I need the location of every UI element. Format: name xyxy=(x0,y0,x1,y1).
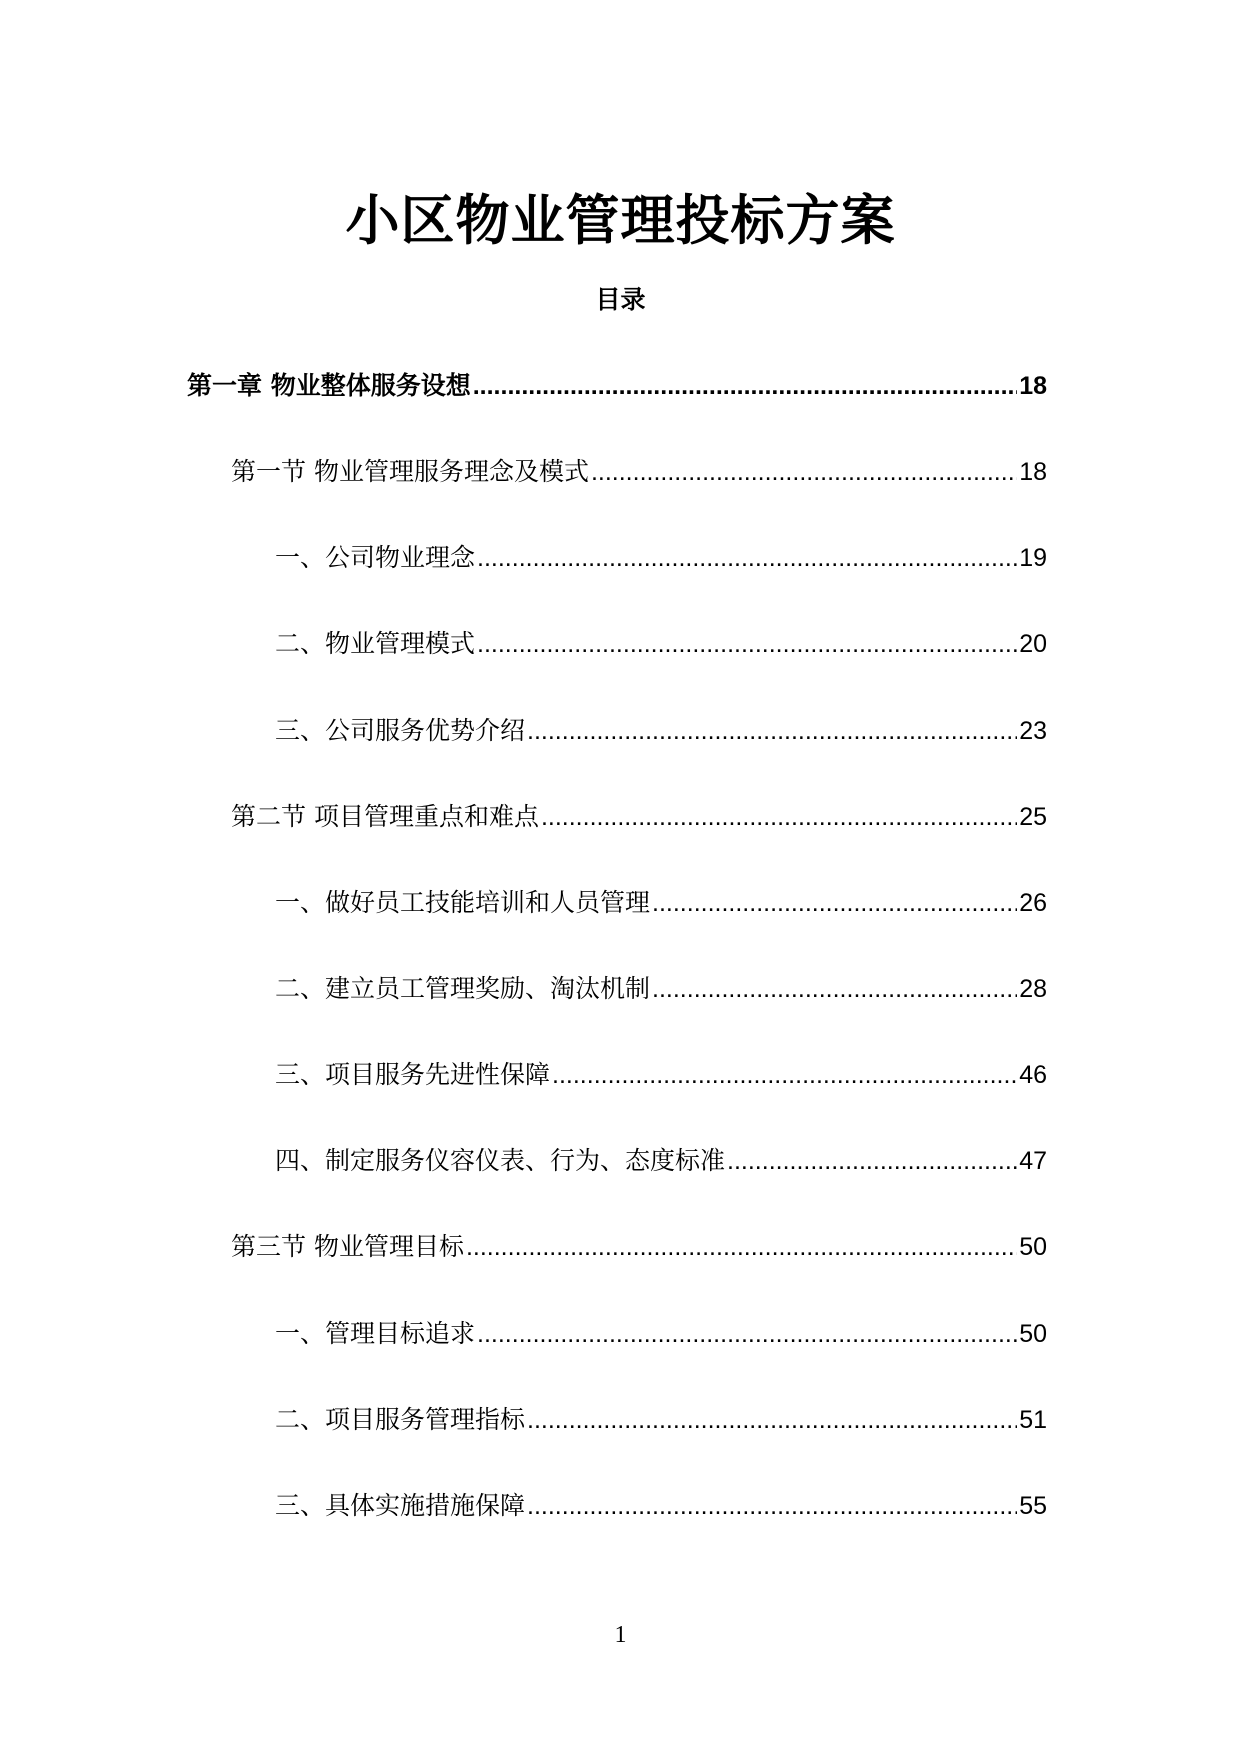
toc-dot-leader xyxy=(727,1144,1017,1178)
toc-entry-text: 一、公司物业理念 xyxy=(275,543,476,572)
toc-entry-text: 三、具体实施措施保障 xyxy=(275,1491,526,1520)
toc-entry-text: 二、项目服务管理指标 xyxy=(275,1405,526,1434)
toc-entry-item[interactable] xyxy=(275,714,1047,748)
toc-entry-text: 第一节 物业管理服务理念及模式 xyxy=(231,457,589,486)
toc-entry-page: 26 xyxy=(1019,889,1047,917)
toc-entry-chapter-1[interactable] xyxy=(187,369,1047,403)
toc-entry-item[interactable] xyxy=(275,541,1047,575)
toc-entry-page: 20 xyxy=(1019,630,1047,658)
toc-dot-leader xyxy=(541,800,1017,834)
toc-entry-item[interactable] xyxy=(275,886,1047,920)
toc-dot-leader xyxy=(527,714,1017,748)
toc-dot-leader xyxy=(652,886,1017,920)
toc-entry-item[interactable] xyxy=(275,1403,1047,1437)
toc-entry-page: 46 xyxy=(1019,1061,1047,1089)
toc-entry-text: 三、公司服务优势介绍 xyxy=(275,716,526,745)
toc-entry-item[interactable] xyxy=(275,1317,1047,1351)
toc-entry-page: 25 xyxy=(1019,803,1047,831)
toc-entry-text: 第二节 项目管理重点和难点 xyxy=(231,802,539,831)
toc-entry-page: 19 xyxy=(1019,544,1047,572)
toc-dot-leader xyxy=(477,541,1017,575)
toc-entry-item[interactable] xyxy=(275,1144,1047,1178)
toc-entry-page: 23 xyxy=(1019,717,1047,745)
toc-entry-text: 一、做好员工技能培训和人员管理 xyxy=(275,888,651,917)
toc-dot-leader xyxy=(477,627,1017,661)
toc-entry-section-2[interactable] xyxy=(231,800,1047,834)
toc-entry-item[interactable] xyxy=(275,1489,1047,1523)
toc-entry-text: 第三节 物业管理目标 xyxy=(231,1232,464,1261)
toc-dot-leader xyxy=(527,1489,1017,1523)
toc-dot-leader xyxy=(552,1058,1017,1092)
toc-entry-page: 28 xyxy=(1019,975,1047,1003)
toc-dot-leader xyxy=(591,455,1017,489)
toc-entry-page: 51 xyxy=(1019,1406,1047,1434)
toc-entry-page: 18 xyxy=(1019,458,1047,486)
toc-entry-text: 四、制定服务仪容仪表、行为、态度标准 xyxy=(275,1146,726,1175)
toc-dot-leader xyxy=(466,1230,1017,1264)
toc-entry-text: 一、管理目标追求 xyxy=(275,1319,476,1348)
toc-entry-text: 二、物业管理模式 xyxy=(275,629,476,658)
toc-entry-item[interactable] xyxy=(275,1058,1047,1092)
toc-entry-text: 二、建立员工管理奖励、淘汰机制 xyxy=(275,974,651,1003)
toc-dot-leader xyxy=(527,1403,1017,1437)
toc-dot-leader xyxy=(473,369,1017,403)
toc-entry-page: 50 xyxy=(1019,1320,1047,1348)
page-number: 1 xyxy=(614,1622,627,1648)
toc-entry-page: 55 xyxy=(1019,1492,1047,1520)
toc-entry-text: 第一章 物业整体服务设想 xyxy=(187,371,471,400)
toc-entry-page: 18 xyxy=(1019,372,1047,400)
toc-entry-text: 三、项目服务先进性保障 xyxy=(275,1060,551,1089)
toc-dot-leader xyxy=(652,972,1017,1006)
toc-entry-page: 47 xyxy=(1019,1147,1047,1175)
toc-dot-leader xyxy=(477,1317,1017,1351)
toc-heading: 目录 xyxy=(595,285,646,314)
page-title: 小区物业管理投标方案 xyxy=(345,189,896,252)
toc-entry-section-3[interactable] xyxy=(231,1230,1047,1264)
toc-entry-item[interactable] xyxy=(275,972,1047,1006)
toc-entry-item[interactable] xyxy=(275,627,1047,661)
toc-entry-section-1[interactable] xyxy=(231,455,1047,489)
toc-entry-page: 50 xyxy=(1019,1233,1047,1261)
